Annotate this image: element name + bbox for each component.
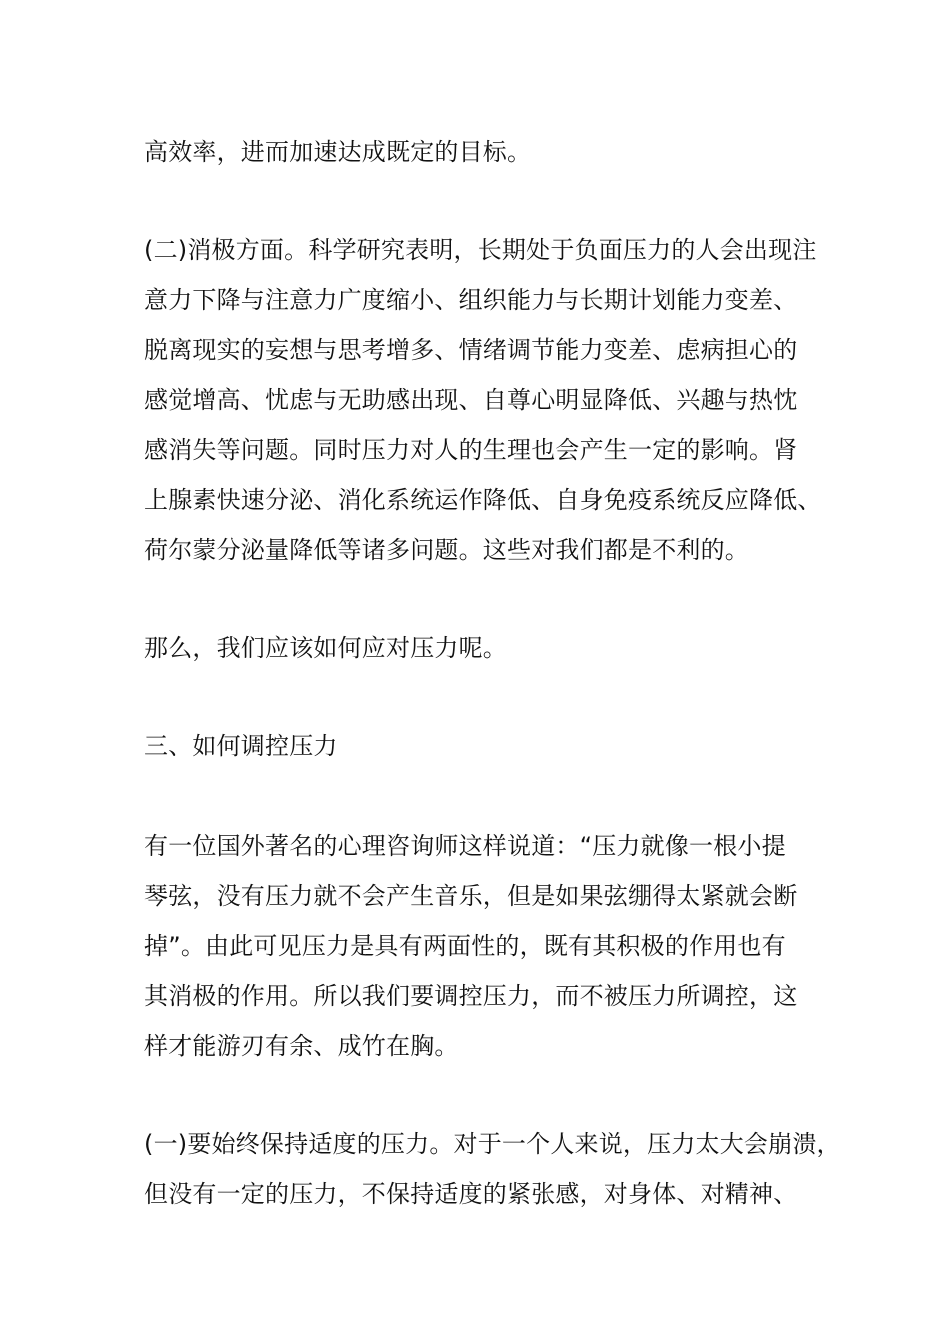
text-line: 荷尔蒙分泌量降低等诸多问题。这些对我们都是不利的。 bbox=[144, 536, 749, 564]
text-line: 其消极的作用。所以我们要调控压力，而不被压力所调控，这 bbox=[144, 982, 798, 1010]
text-line: 高效率，进而加速达成既定的目标。 bbox=[144, 138, 532, 166]
text-line: 琴弦，没有压力就不会产生音乐，但是如果弦绷得太紧就会断 bbox=[144, 882, 798, 910]
text-line: 脱离现实的妄想与思考增多、情绪调节能力变差、虑病担心的 bbox=[144, 336, 798, 364]
text-line: 感消失等问题。同时压力对人的生理也会产生一定的影响。肾 bbox=[144, 436, 798, 464]
text-line: (二)消极方面。科学研究表明，长期处于负面压力的人会出现注 bbox=[144, 236, 817, 264]
text-line: 上腺素快速分泌、消化系统运作降低、自身免疫系统反应降低、 bbox=[144, 486, 822, 514]
text-line: 有一位国外著名的心理咨询师这样说道：“压力就像一根小提 bbox=[144, 832, 786, 860]
text-line: 意力下降与注意力广度缩小、组织能力与长期计划能力变差、 bbox=[144, 286, 798, 314]
text-line: 但没有一定的压力，不保持适度的紧张感，对身体、对精神、 bbox=[144, 1180, 798, 1208]
text-line: 感觉增高、忧虑与无助感出现、自尊心明显降低、兴趣与热忱 bbox=[144, 386, 798, 414]
text-line: 样才能游刃有余、成竹在胸。 bbox=[144, 1032, 459, 1060]
text-line: (一)要始终保持适度的压力。对于一个人来说，压力太大会崩溃， bbox=[144, 1130, 841, 1158]
section-heading: 三、如何调控压力 bbox=[144, 732, 338, 760]
text-line: 那么，我们应该如何应对压力呢。 bbox=[144, 634, 507, 662]
text-line: 掉”。由此可见压力是具有两面性的，既有其积极的作用也有 bbox=[144, 932, 786, 960]
